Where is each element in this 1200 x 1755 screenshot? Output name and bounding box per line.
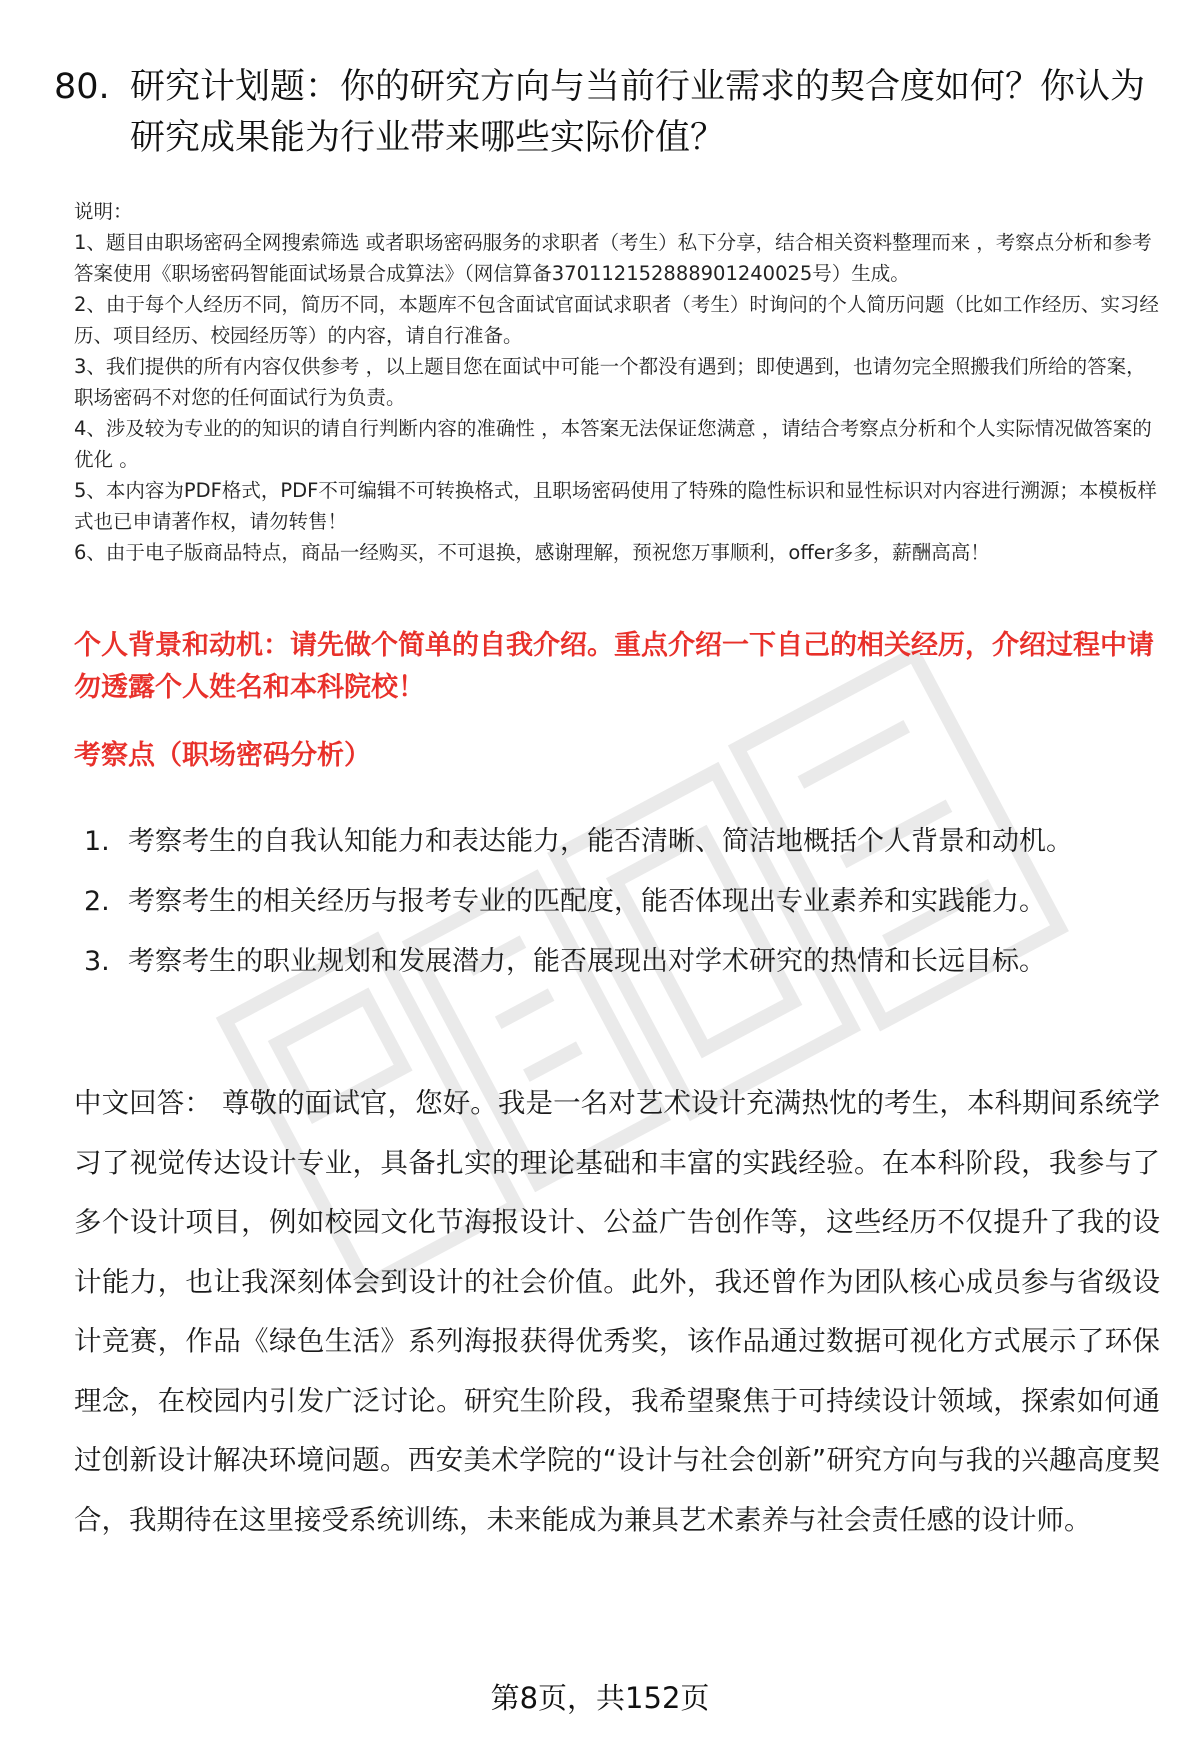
notes-heading: 说明： <box>74 200 133 223</box>
question-title <box>54 62 1154 164</box>
analysis-point-index: 3. <box>84 946 110 977</box>
note-item: 4、涉及较为专业的的知识的请自行判断内容的准确性 ，本答案无法保证您满意 ，请结合考察点分析和个人实际情况做答案的优化 。 <box>74 417 1152 471</box>
page-footer: 第8页，共152页 <box>490 1681 710 1715</box>
background-prompt: 个人背景和动机：请先做个简单的自我介绍。重点介绍一下自己的相关经历，介绍过程中请勿透露个人姓名和本科院校！ <box>74 630 1154 703</box>
analysis-point-index: 2. <box>84 886 110 917</box>
note-item: 5、本内容为PDF格式，PDF不可编辑不可转换格式，且职场密码使用了特殊的隐性标识和显性标识对内容进行溯源；本模板样式也已申请著作权，请勿转售！ <box>74 479 1157 533</box>
analysis-point-text: 考察考生的相关经历与报考专业的匹配度，能否体现出专业素养和实践能力。 <box>128 886 1046 917</box>
analysis-point-text: 考察考生的自我认知能力和表达能力，能否清晰、简洁地概括个人背景和动机。 <box>128 826 1073 857</box>
analysis-point <box>84 812 1144 872</box>
note-item: 6、由于电子版商品特点，商品一经购买，不可退换，感谢理解，预祝您万事顺利，offer多多，薪酬高高！ <box>74 541 990 564</box>
answer-label: 中文回答： <box>74 1087 212 1119</box>
note-item: 2、由于每个人经历不同，简历不同，本题库不包含面试官面试求职者（考生）时询问的个人简历问题（比如工作经历、实习经历、项目经历、校园经历等）的内容，请自行准备。 <box>74 293 1159 347</box>
answer-text: 尊敬的面试官，您好。我是一名对艺术设计充满热忱的考生，本科期间系统学习了视觉传达设计专业，具备扎实的理论基础和丰富的实践经验。在本科阶段，我参与了多个设计项目，例如校园文化节海报设计、公益广告创作等，这些经历不仅提升了我的设计能力，也让我深刻体会到设计的社会价值。此外，我还曾作为团队核心成员参与省级设计竞赛，作品《绿色生活》系列海报获得优秀奖，该作品通过数据可视化方式展示了环保理念，在校园内引发广泛讨论。研究生阶段，我希望聚焦于可持续设计领域，探索如何通过创新设计解决环境问题。西安美术学院的“设计与社会创新”研究方向与我的兴趣高度契合，我期待在这里接受系统训练，未来能成为兼具艺术素养与社会责任感的设计师。 <box>74 1087 1161 1536</box>
notes-section <box>74 196 1160 568</box>
note-item: 3、我们提供的所有内容仅供参考 ，以上题目您在面试中可能一个都没有遇到；即使遇到，也请勿完全照搬我们所给的答案，职场密码不对您的任何面试行为负责。 <box>74 355 1146 409</box>
analysis-point <box>84 932 1144 992</box>
question-text: 研究计划题：你的研究方向与当前行业需求的契合度如何？你认为研究成果能为行业带来哪些实际价值？ <box>130 67 1146 158</box>
note-item: 1、题目由职场密码全网搜索筛选 或者职场密码服务的求职者（考生）私下分享，结合相关资料整理而来 ，考察点分析和参考答案使用《职场密码智能面试场景合成算法》（网信算备370112152888901240025号）生成。 <box>74 231 1152 285</box>
question-number: 80. <box>54 67 110 107</box>
analysis-title: 考察点（职场密码分析） <box>74 740 371 771</box>
analysis-point <box>84 872 1144 932</box>
analysis-points <box>84 812 1144 992</box>
analysis-point-index: 1. <box>84 826 110 857</box>
answer-section <box>74 1074 1160 1550</box>
analysis-point-text: 考察考生的职业规划和发展潜力，能否展现出对学术研究的热情和长远目标。 <box>128 946 1046 977</box>
